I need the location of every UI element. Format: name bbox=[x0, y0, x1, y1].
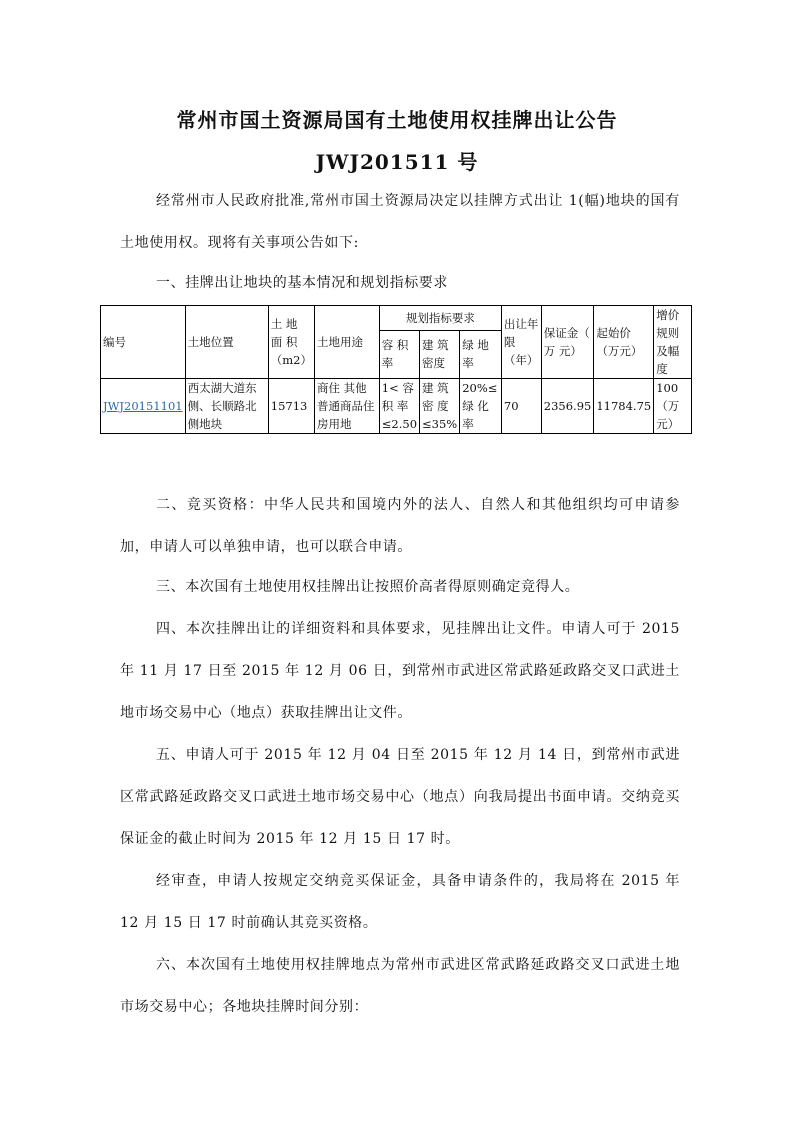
cell-density: 建 筑 密 度 ≤35% bbox=[420, 379, 460, 434]
cell-term: 70 bbox=[501, 379, 541, 434]
table-header-row bbox=[101, 306, 692, 331]
header-increment: 增价规则及幅度 bbox=[654, 306, 692, 379]
notice-number: JWJ201511 号 bbox=[315, 150, 479, 174]
cell-green: 20%≤ 绿 化 率 bbox=[460, 379, 502, 434]
cell-start-price: 11784.75 bbox=[594, 379, 654, 434]
cell-use: 商住 其他普通商品住房用地 bbox=[314, 379, 379, 434]
paragraph-2: 二、竞买资格：中华人民共和国境内外的法人、自然人和其他组织均可申请参加，申请人可以单独申请，也可以联合申请。 bbox=[120, 497, 680, 555]
header-deposit: 保证金（ 万 元） bbox=[541, 306, 594, 379]
header-plan: 规划指标要求 bbox=[379, 306, 501, 331]
header-use: 土地用途 bbox=[314, 306, 379, 379]
paragraph-4: 四、本次挂牌出让的详细资料和具体要求，见挂牌出让文件。申请人可于 2015 年 11 月 17 日至 2015 年 12 月 06 日，到常州市武进区常武路延政路交叉口武进土地市场交易中心（地点）获取挂牌出让文件。 bbox=[120, 621, 680, 721]
header-far: 容 积 率 bbox=[379, 330, 419, 378]
notice-title: 常州市国土资源局国有土地使用权挂牌出让公告 bbox=[176, 108, 618, 132]
cell-deposit: 2356.95 bbox=[541, 379, 594, 434]
header-no: 编号 bbox=[101, 306, 186, 379]
table-row bbox=[101, 379, 692, 434]
paragraph-6: 经审查，申请人按规定交纳竞买保证金，具备申请条件的，我局将在 2015 年 12 月 15 日 17 时前确认其竞买资格。 bbox=[120, 873, 680, 931]
cell-location: 西太湖大道东侧、长顺路北侧地块 bbox=[185, 379, 268, 434]
cell-increment: 100 （万元） bbox=[654, 379, 692, 434]
header-start-price: 起始价（万元） bbox=[594, 306, 654, 379]
land-table bbox=[100, 305, 692, 434]
header-density: 建 筑 密度 bbox=[420, 330, 460, 378]
paragraph-3: 三、本次国有土地使用权挂牌出让按照价高者得原则确定竞得人。 bbox=[156, 579, 580, 595]
section-1-heading: 一、挂牌出让地块的基本情况和规划指标要求 bbox=[156, 275, 448, 291]
header-green: 绿 地 率 bbox=[460, 330, 502, 378]
paragraph-5: 五、申请人可于 2015 年 12 月 04 日至 2015 年 12 月 14 日，到常州市武进区常武路延政路交叉口武进土地市场交易中心（地点）向我局提出书面申请。交纳竞买保证金的截止时间为 2015 年 12 月 15 日 17 时。 bbox=[120, 747, 680, 847]
header-location: 土地位置 bbox=[185, 306, 268, 379]
cell-area: 15713 bbox=[268, 379, 314, 434]
parcel-link[interactable]: JWJ20151101 bbox=[103, 399, 183, 413]
header-area: 土 地 面 积 （m2） bbox=[268, 306, 314, 379]
cell-no[interactable] bbox=[101, 379, 186, 434]
header-term: 出让年限（年） bbox=[501, 306, 541, 379]
paragraph-7: 六、本次国有土地使用权挂牌地点为常州市武进区常武路延政路交叉口武进土地市场交易中心；各地块挂牌时间分别： bbox=[120, 957, 680, 1015]
intro-paragraph: 经常州市人民政府批准,常州市国土资源局决定以挂牌方式出让 1(幅)地块的国有土地使用权。现将有关事项公告如下: bbox=[120, 193, 680, 251]
cell-far: 1< 容 积 率 ≤2.50 bbox=[379, 379, 419, 434]
